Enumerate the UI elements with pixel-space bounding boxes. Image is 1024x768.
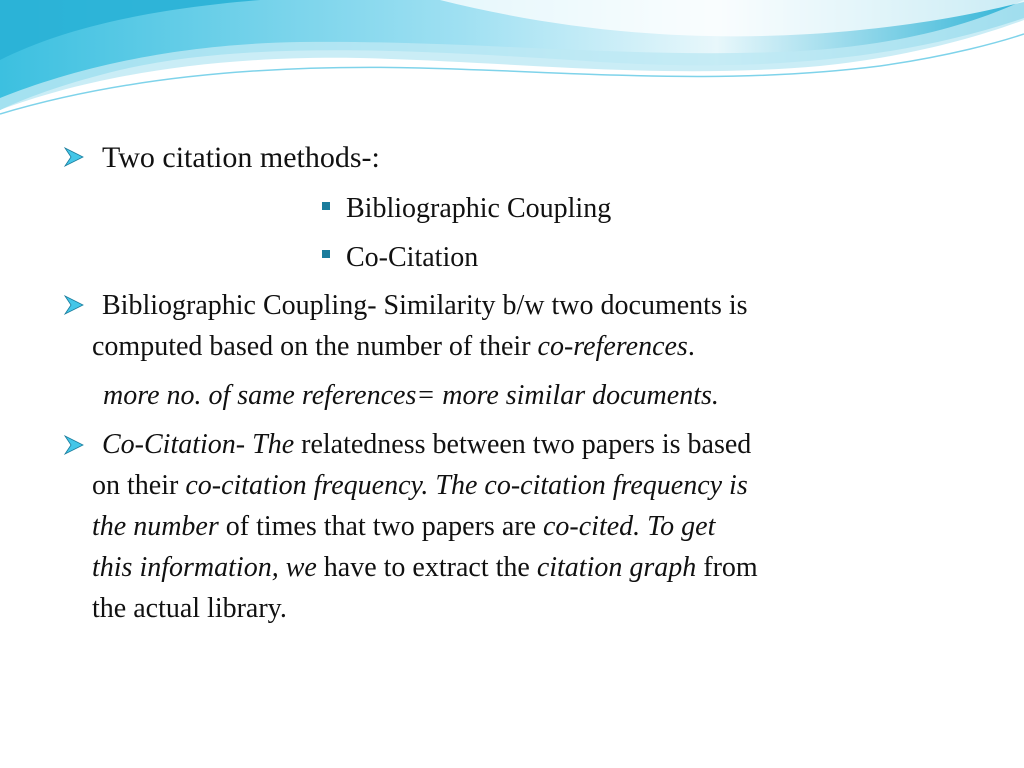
sub-item: Bibliographic Coupling: [346, 193, 612, 224]
bullet-text: computed based on the number of their co-references.: [92, 331, 695, 362]
bullet-text: this information, we have to extract the citation graph from: [92, 552, 758, 583]
bullet-text: more no. of same references= more similar documents.: [103, 380, 719, 411]
bullet-text: the actual library.: [92, 593, 287, 624]
bullet-text: Co-Citation- The relatedness between two papers is based: [102, 429, 752, 460]
square-bullet-icon: [322, 250, 330, 258]
arrow-bullet-icon: [63, 294, 85, 316]
sub-item: Co-Citation: [346, 242, 479, 273]
square-bullet-icon: [322, 202, 330, 210]
bullet-text: Two citation methods-:: [102, 141, 380, 174]
bullet-text: on their co-citation frequency. The co-citation frequency is: [92, 470, 748, 501]
arrow-bullet-icon: [63, 434, 85, 456]
bullet-text: the number of times that two papers are co-cited. To get: [92, 511, 716, 542]
bullet-text: Bibliographic Coupling- Similarity b/w two documents is: [102, 290, 748, 321]
arrow-bullet-icon: [63, 146, 85, 168]
